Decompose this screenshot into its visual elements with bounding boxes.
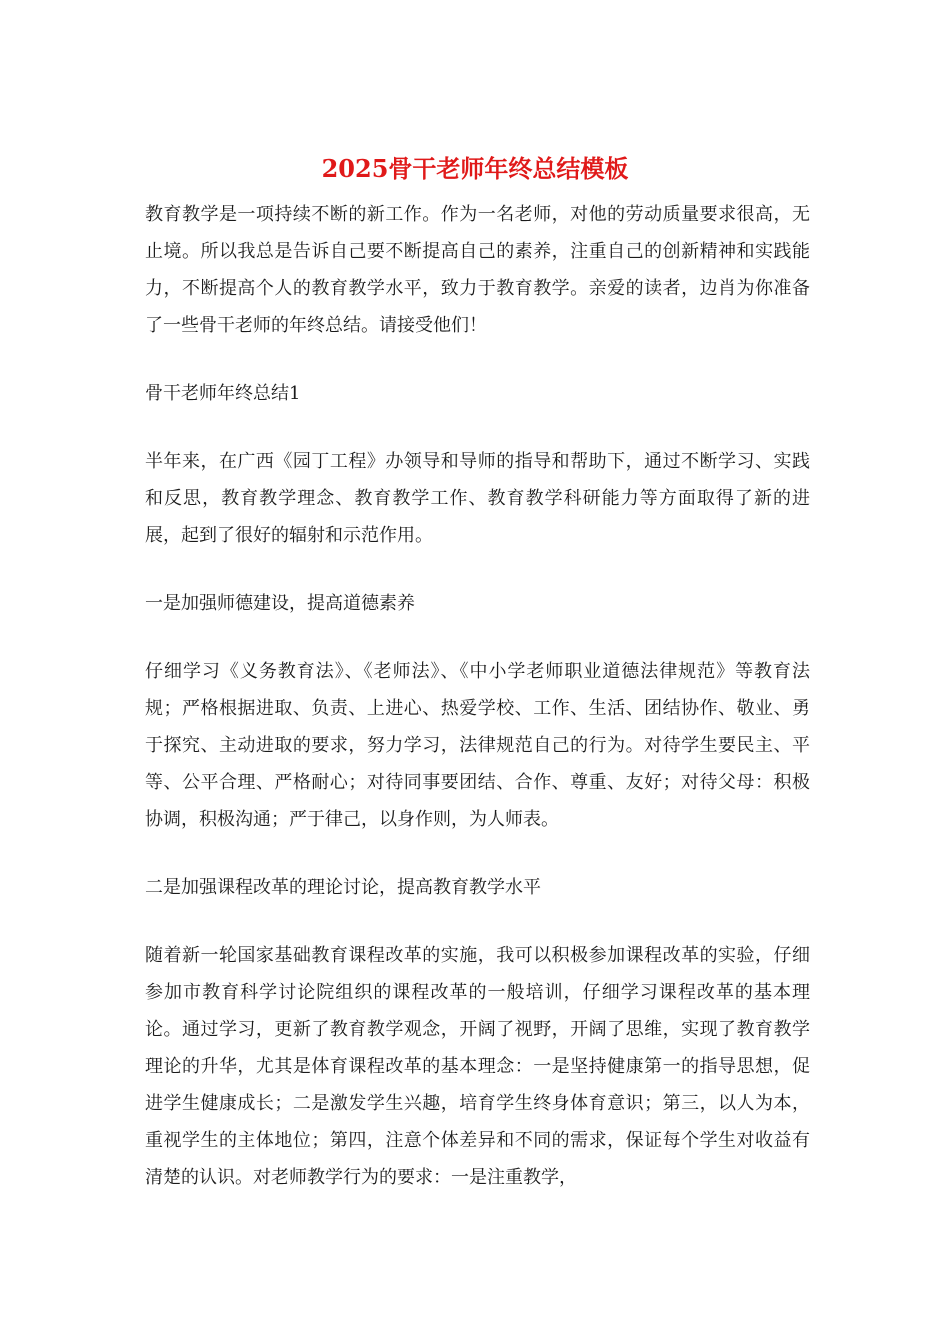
document-title: 2025骨干老师年终总结模板 bbox=[321, 154, 629, 183]
subheading-ethics: 一是加强师德建设，提高道德素养 bbox=[145, 593, 415, 614]
document-body bbox=[145, 196, 810, 1196]
body-paragraph: 仔细学习《义务教育法》、《老师法》、《中小学老师职业道德法律规范》等教育法规；严格根据进取、负责、上进心、热爱学校、工作、生活、团结协作、敬业、勇于探究、主动进取的要求，努力学习，法律规范自己的行为。对待学生要民主、平等、公平合理、严格耐心；对待同事要团结、合作、尊重、友好；对待父母：积极协调，积极沟通；严于律己，以身作则，为人师表。 bbox=[145, 661, 810, 830]
section-heading-1: 骨干老师年终总结1 bbox=[145, 383, 301, 404]
body-paragraph: 半年来，在广西《园丁工程》办领导和导师的指导和帮助下，通过不断学习、实践和反思，教育教学理念、教育教学工作、教育教学科研能力等方面取得了新的进展，起到了很好的辐射和示范作用。 bbox=[145, 451, 810, 546]
body-paragraph: 随着新一轮国家基础教育课程改革的实施，我可以积极参加课程改革的实验，仔细参加市教育科学讨论院组织的课程改革的一般培训，仔细学习课程改革的基本理论。通过学习，更新了教育教学观念，开阔了视野，开阔了思维，实现了教育教学理论的升华，尤其是体育课程改革的基本理念：一是坚持健康第一的指导思想，促进学生健康成长；二是激发学生兴趣，培育学生终身体育意识；第三，以人为本，重视学生的主体地位；第四，注意个体差异和不同的需求，保证每个学生对收益有清楚的认识。对老师教学行为的要求：一是注重教学， bbox=[145, 945, 810, 1188]
subheading-curriculum: 二是加强课程改革的理论讨论，提高教育教学水平 bbox=[145, 877, 541, 898]
intro-paragraph: 教育教学是一项持续不断的新工作。作为一名老师，对他的劳动质量要求很高，无止境。所以我总是告诉自己要不断提高自己的素养，注重自己的创新精神和实践能力，不断提高个人的教育教学水平，致力于教育教学。亲爱的读者，边肖为你准备了一些骨干老师的年终总结。请接受他们！ bbox=[145, 204, 810, 336]
